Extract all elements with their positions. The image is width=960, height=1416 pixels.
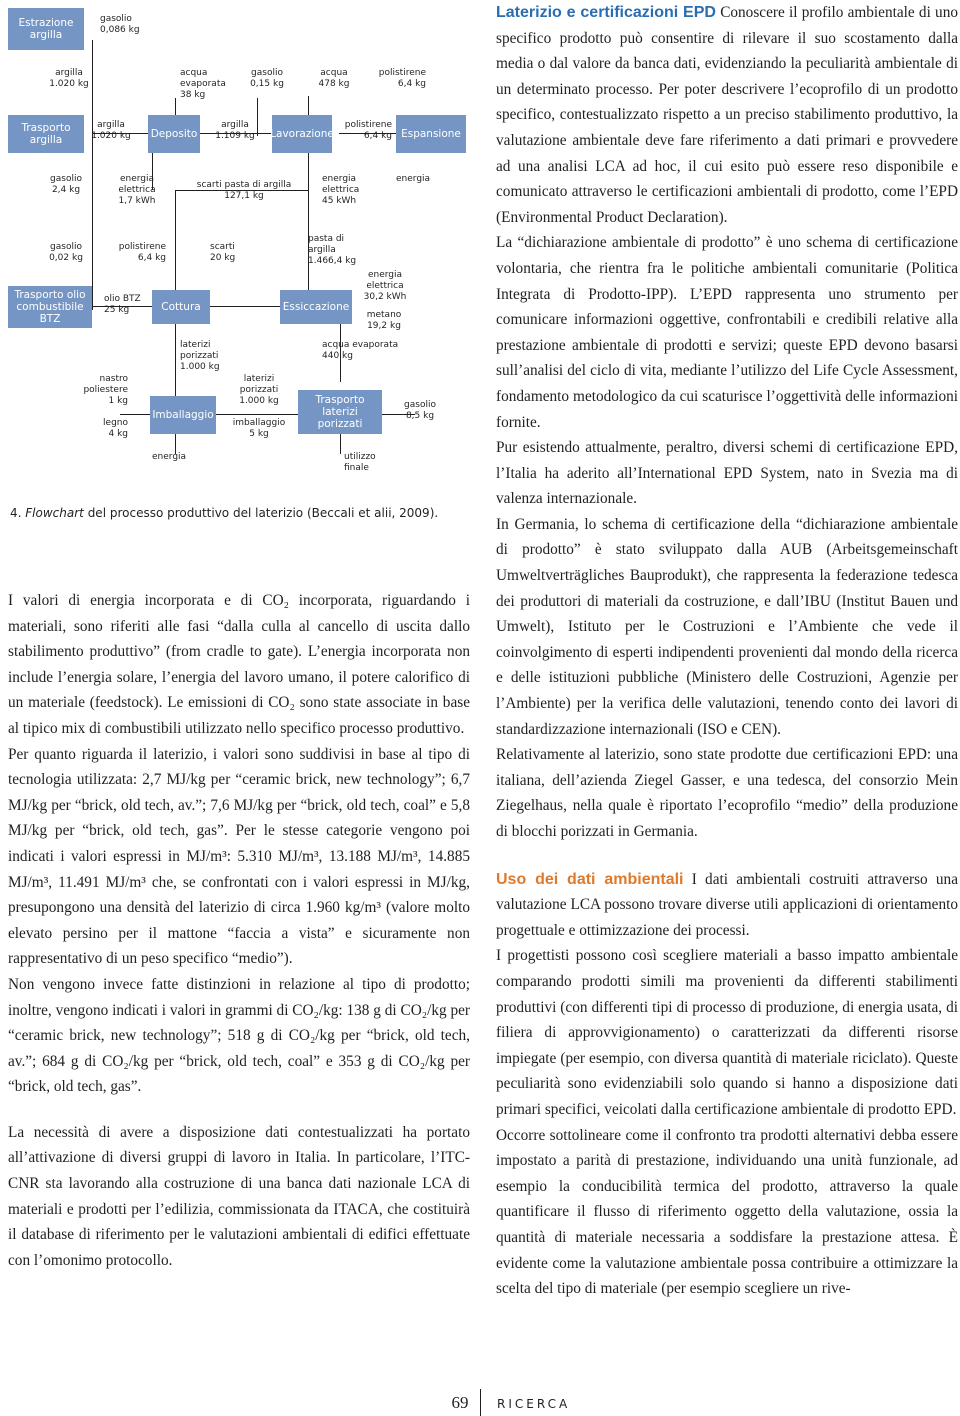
flow-label: legno 4 kg bbox=[103, 418, 128, 439]
paragraph: La necessità di avere a disposizione dati contestualizzati ha portato all’attivazione di diversi gruppi di lavoro in Italia. In particolare, l’ITC-CNR sta lavorando alla costruzione di una banca dati nazionale LCA di materiali e prodotti per l’edilizia, commissionata da ITACA, che costituirà il database di riferimento per le valutazioni ambientali di edifici effettuate con l’omonimo protocollo. bbox=[8, 1123, 470, 1269]
process-deposito: Deposito bbox=[148, 115, 200, 153]
paragraph: I progettisti possono così scegliere materiali a basso impatto ambientale comparando prodotti simili ma provenienti da differenti stabilimenti produttivi (con differenti tipi di processo di produzione, di energia usata, di filiera di approvvigionamento) o caratterizzati da differenti risorse impiegate (per esempio, con diversa quantità di materiale riciclato). Queste peculiarità sono evidenziabili solo quando si hanno a disposizione dati primari specifici, veicolati dalla certificazione ambientale di prodotto EPD. bbox=[496, 947, 958, 1118]
process-espansione: Espansione bbox=[396, 115, 466, 153]
flow-label: polistirene 6,4 kg bbox=[378, 68, 426, 89]
paragraph: La “dichiarazione ambientale di prodotto” è uno schema di certificazione volontaria, che rientra fra le politiche ambientali comunitarie (Politica Integrata di Prodotto-IPP). L’EPD rappresenta uno strumento per comunicare informazioni oggettive, confrontabili e credibili relative alla prestazione ambientale di prodotti e servizi; queste EPD devono basarsi sull’analisi del ciclo di vita, mediante l’utilizzo del Life Cycle Assessment, fondamento metodologico da cui scaturisce l’oggettività delle informazioni fornite. bbox=[496, 234, 958, 431]
section-heading: Uso dei dati ambientali bbox=[496, 870, 684, 888]
flow-label: energia elettrica 1,7 kWh bbox=[118, 174, 156, 206]
flow-label: scarti pasta di argilla 127,1 kg bbox=[196, 180, 292, 201]
connector-line bbox=[175, 322, 176, 404]
connector-line bbox=[175, 190, 176, 290]
caption-italic: Flowchart bbox=[25, 506, 84, 520]
flow-label: pasta di argilla 1.466,4 kg bbox=[308, 234, 357, 266]
flow-label: utilizzo finale bbox=[344, 452, 376, 473]
left-column bbox=[8, 588, 470, 1273]
connector-line bbox=[308, 152, 309, 307]
connector-line bbox=[215, 414, 300, 415]
flow-label: energia elettrica 45 kWh bbox=[322, 174, 360, 206]
flow-label: polistirene 6,4 kg bbox=[344, 120, 392, 141]
flow-label: acqua 478 kg bbox=[318, 68, 350, 89]
flow-label: gasolio 0,15 kg bbox=[250, 68, 284, 89]
paragraph: Relativamente al laterizio, sono state prodotte due certificazioni EPD: una italiana, dell’azienda Ziegel Gasser, e una tedesca, del consorzio Mein Ziegelhaus, nella quale è riportato l’ecoprofilo “medio” della produzione di blocchi porizzati in Germania. bbox=[496, 746, 958, 840]
paragraph: Conoscere il profilo ambientale di uno specifico prodotto può consentire di rilevare il suo scostamento dalla media o dal valore da banca dati, evidenziando la peculiarità ambientale di un determinato processo. Per poter descrivere l’ecoprofilo di un prodotto specifico, contestualizzato rispetto a un preciso stabilimento produttivo, la valutazione ambientale deve fare riferimento a dati primari e provvedere ad una analisi LCA ad hoc, il cui esito può essere reso disponibile e comunicato attraverso le certificazioni ambientali di prodotto, come l’EPD (Environmental Product Declaration). bbox=[496, 4, 958, 226]
flow-label: gasolio 2,4 kg bbox=[50, 174, 82, 195]
flowchart-diagram bbox=[0, 0, 480, 500]
paragraph: In Germania, lo schema di certificazione della “dichiarazione ambientale di prodotto” è stato sviluppato dalla AUB (Arbeitsgemeinschaft Umweltverträgliches Bauprodukt), che rappresenta la federazione tedesca dei produttori di materiali da costruzione, e dall’IBU (Institut Bauen und Umwelt), Istituto per le Costruzioni e l’Ambiente che vede il coinvolgimento di esperti indipendenti provenienti dal mondo della ricerca e delle istituzioni pubbliche (Ministero delle Costruzioni, Agenzie per l’Ambiente) per la verifica delle valutazioni, tenendo conto dei lavori di standardizzazione internazionali (ISO e CEN). bbox=[496, 515, 958, 738]
process-imballaggio: Imballaggio bbox=[150, 396, 216, 434]
flow-label: laterizi porizzati 1.000 kg bbox=[239, 374, 279, 406]
process-lavorazione: Lavorazione bbox=[272, 115, 332, 153]
flow-label: acqua evaporata 440 kg bbox=[322, 340, 399, 361]
process-essiccazione: Essiccazione bbox=[280, 290, 352, 324]
flow-label: energia bbox=[152, 452, 187, 462]
paragraph: Non vengono invece fatte distinzioni in relazione al tipo di prodotto; inoltre, vengono indicati i valori in grammi di CO₂/kg: 138 g di CO₂/kg per “ceramic brick, new technology”; 518 g di CO₂/kg per “brick, old tech, av.”; 684 g di CO₂/kg per “brick, old tech, coal” e 353 g di CO₂/kg per “brick, old tech, gas”. bbox=[8, 975, 470, 1096]
paragraph: Pur esistendo attualmente, peraltro, diversi schemi di certificazione EPD, l’Italia ha aderito all’International EPD System, nato in Svezia ma di valenza internazionale. bbox=[496, 439, 958, 508]
paragraph: I valori di energia incorporata e di CO₂ incorporata, riguardando i materiali, sono riferiti alle fasi “dalla culla al cancello di uscita dallo stabilimento produttivo” (from cradle to gate). L’energia incorporata non include l’energia solare, l’energia del lavoro umano, il potere calorifico di un materiale (feedstock). Le emissioni di CO₂ sono state associate in base al tipico mix di combustibili utilizzato nello specifico processo produttivo. bbox=[8, 592, 470, 737]
section-name: RICERCA bbox=[497, 1397, 571, 1411]
flow-label: olio BTZ 25 kg bbox=[104, 294, 141, 315]
process-trasporto-olio: Trasporto olio combustibile BTZ bbox=[8, 286, 92, 328]
flow-label: scarti 20 kg bbox=[210, 242, 236, 263]
process-cottura: Cottura bbox=[152, 290, 210, 324]
flow-label: gasolio 8,5 kg bbox=[404, 400, 436, 421]
flow-label: gasolio 0,086 kg bbox=[100, 14, 140, 35]
section-laterizio-epd bbox=[496, 0, 958, 230]
flow-label: acqua evaporata 38 kg bbox=[180, 68, 226, 100]
flow-label: imballaggio 5 kg bbox=[232, 418, 286, 439]
process-trasporto-argilla: Trasporto argilla bbox=[8, 115, 84, 153]
process-estrazione-argilla: Estrazione argilla bbox=[8, 8, 84, 50]
flow-label: metano 19,2 kg bbox=[366, 310, 402, 331]
caption-number: 4. bbox=[10, 506, 22, 520]
flow-label: gasolio 0,02 kg bbox=[49, 242, 83, 263]
connector-line bbox=[208, 306, 282, 307]
connector-line bbox=[340, 432, 341, 454]
flow-label: argilla 1.020 kg bbox=[49, 68, 89, 89]
section-uso-dati bbox=[496, 867, 958, 944]
right-column bbox=[496, 0, 958, 1302]
paragraph: I dati ambientali costruiti attraverso una valutazione LCA possono trovare diverse utili applicazioni di orientamento progettuale e ottimizzazione dei processi. bbox=[496, 870, 958, 939]
page-number: 69 bbox=[451, 1393, 469, 1412]
caption-text: del processo produttivo del laterizio (Beccali et alii, 2009). bbox=[83, 506, 439, 520]
footer-divider bbox=[480, 1389, 481, 1416]
process-trasporto-laterizi: Trasporto laterizi porizzati bbox=[298, 390, 382, 434]
section-heading: Laterizio e certificazioni EPD bbox=[496, 4, 716, 21]
flow-label: nastro poliestere 1 kg bbox=[83, 374, 128, 406]
figure-caption bbox=[10, 506, 480, 520]
flow-label: argilla 1.109 kg bbox=[215, 120, 255, 141]
connector-line bbox=[175, 432, 176, 454]
paragraph: Per quanto riguarda il laterizio, i valori sono suddivisi in base al tipo di tecnologia utilizzata: 2,7 MJ/kg per “ceramic brick, new technology”; 6,7 MJ/kg per “brick, old tech, av.”; 7,6 MJ/kg per “brick, old tech, coal” e 5,8 MJ/kg per “brick, old tech, gas”. Per le stesse categorie vengono poi indicati i valori espressi in MJ/m³: 5.310 MJ/m³, 13.188 MJ/m³, 14.885 MJ/m³, 11.491 MJ/m³ che, se confrontati con i valori espressi in MJ/kg, presupongono una densità del laterizio di circa 1.960 kg/m³ (valore molto elevato persino per il mattone “faccia a vista” e sicuramente non rappresentativo di un peso specifico “medio”). bbox=[8, 745, 470, 968]
flow-label: energia elettrica 30,2 kWh bbox=[363, 270, 407, 302]
paragraph: Occorre sottolineare come il confronto tra prodotti alternativi debba essere impostato a parità di prestazione, individuando una unità funzionale, ad esempio la conducibilità termica del prodotto, attraverso la quale quantificare il flusso di riferimento oggetto della valutazione, ossia la quantità di materiale necessaria a soddisfare la prestazione attesa. È evidente come la valutazione ambientale possa contribuire a ottimizzare la scelta del tipo di materiale (per esempio scegliere un rive- bbox=[496, 1126, 958, 1298]
flow-label: energia bbox=[396, 174, 431, 184]
flow-label: laterizi porizzati 1.000 kg bbox=[180, 340, 220, 372]
flow-label: polistirene 6,4 kg bbox=[118, 242, 166, 263]
flow-label: argilla 1.020 kg bbox=[91, 120, 131, 141]
